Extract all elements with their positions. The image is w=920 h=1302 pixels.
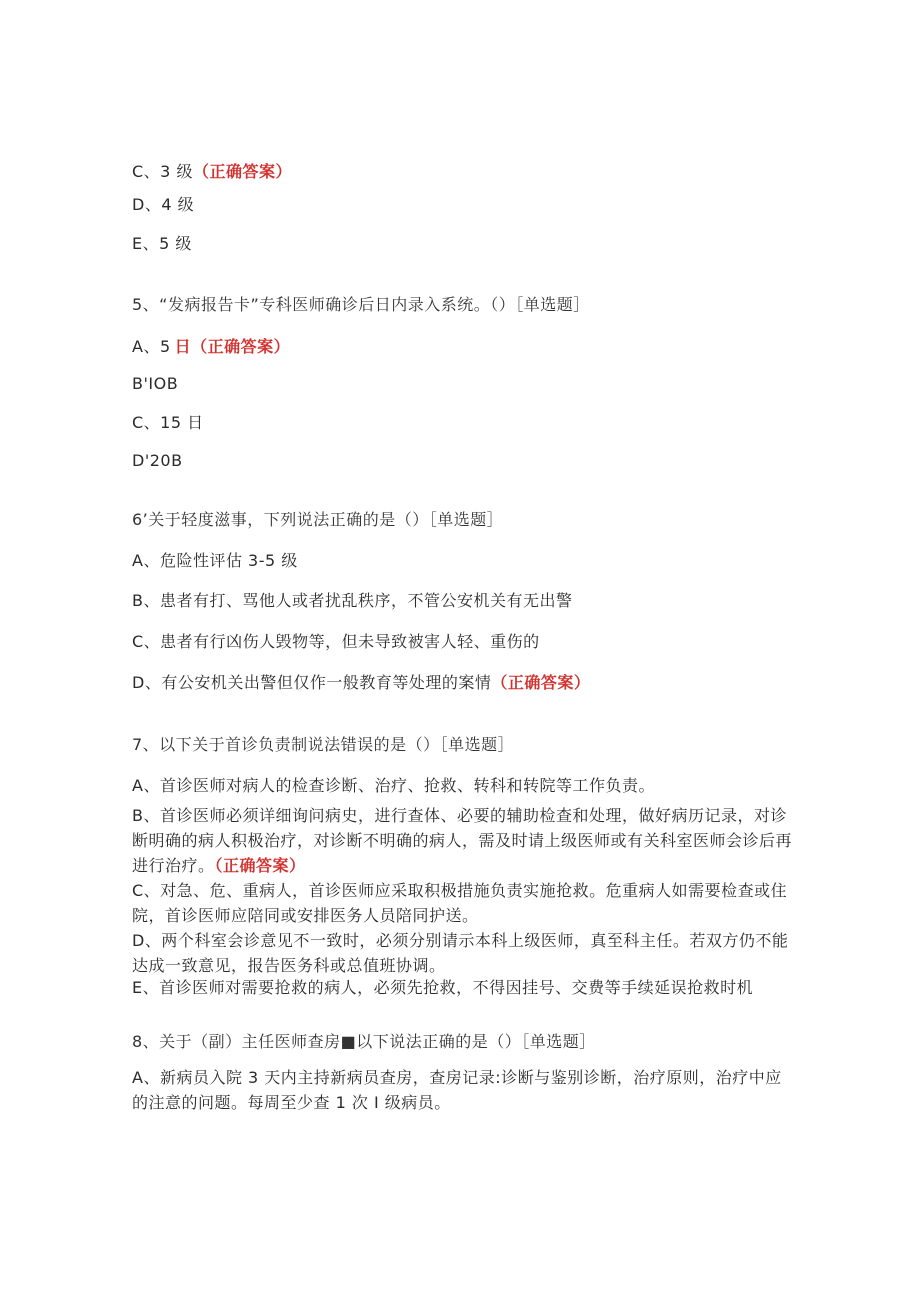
q6-option-a: A、危险性评估 3-5 级 — [132, 551, 298, 570]
q5-option-c: C、15 日 — [132, 413, 204, 432]
q5-stem: 5、“发病报告卡”专科医师确诊后日内录入系统。（）［单选题］ — [132, 295, 590, 314]
q6-stem: 6’关于轻度滋事，下列说法正确的是（）［单选题］ — [132, 510, 504, 529]
correct-answer-mark: 日（正确答案） — [174, 337, 291, 356]
q7-option-b — [132, 803, 792, 878]
q5-option-a — [132, 337, 290, 357]
q6-option-d — [132, 673, 590, 693]
option-text: D、4 级 — [132, 195, 195, 214]
correct-answer-mark: （正确答案） — [192, 162, 292, 181]
q8-stem: 8、关于（副）主任医师查房■以下说法正确的是（）［单选题］ — [132, 1032, 596, 1051]
q7-option-c: C、对急、危、重病人，首诊医师应采取积极措施负责实施抢救。危重病人如需要检查或住院，首诊医师应陪同或安排医务人员陪同护送。 — [132, 881, 788, 925]
q5-option-d: D'20B — [132, 451, 183, 470]
option-text: C、3 级 — [132, 162, 193, 181]
option-text: B、首诊医师必须详细询问病史，进行查体、必要的辅助检查和处理，做好病历记录，对诊断明确的病人积极治疗，对诊断不明确的病人，需及时请上级医师或有关科室医师会诊后再进行治疗。 — [132, 806, 793, 875]
q4-option-e — [132, 234, 192, 254]
correct-answer-mark: （正确答案） — [214, 856, 306, 875]
q7-stem: 7、以下关于首诊负责制说法错误的是（）［单选题］ — [132, 735, 515, 754]
q7-option-d: D、两个科室会诊意见不一致时，必须分别请示本科上级医师，真至科主任。若双方仍不能达成一致意见，报告医务科或总值班协调。 — [132, 931, 789, 975]
option-text: D、有公安机关出警但仅作一般教育等处理的案情 — [132, 673, 492, 692]
q4-option-c — [132, 162, 292, 182]
option-text: E、5 级 — [132, 234, 192, 253]
q6-option-b: B、患者有打、骂他人或者扰乱秩序，不管公安机关有无出警 — [132, 591, 573, 610]
q4-option-d — [132, 195, 194, 215]
q8-option-a: A、新病员入院 3 天内主持新病员查房，查房记录:诊断与鉴别诊断，治疗原则，治疗中应的注意的问题。每周至少查 1 次 I 级病员。 — [132, 1068, 782, 1112]
q7-option-e: E、首诊医师对需要抢救的病人，必须先抢救，不得因挂号、交费等手续延误抢救时机 — [132, 978, 754, 997]
option-text: A、5 — [132, 337, 171, 356]
q6-option-c: C、患者有行凶伤人毁物等，但未导致被害人轻、重伤的 — [132, 632, 540, 651]
correct-answer-mark: （正确答案） — [491, 673, 591, 692]
q7-option-a: A、首诊医师对病人的检查诊断、治疗、抢救、转科和转院等工作负责。 — [132, 776, 655, 795]
q5-option-b: B'IOB — [132, 374, 179, 393]
